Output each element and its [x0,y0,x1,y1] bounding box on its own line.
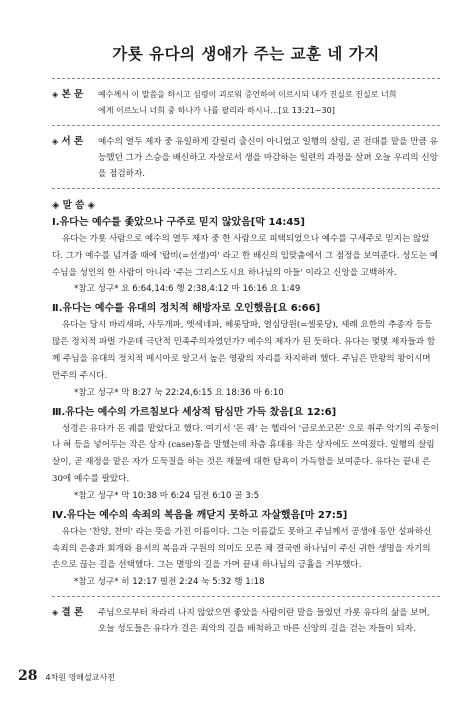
point-heading: Ⅰ.유다는 예수를 좇았으나 구주로 믿지 않았음[막 14:45] [52,217,305,228]
malsseum-label [52,197,440,211]
malsseum-label-text: 말 씀 [62,200,85,211]
diamond-icon: ◈ [52,90,59,99]
gyeolron-section [52,605,440,637]
divider [52,125,440,126]
book-series-title: 4차원 영해설교사전 [45,673,115,682]
point-body: 성경은 유다가 돈 궤를 맡았다고 했다. 여기서 '돈 궤' 는 헬라어 '글로쏘코몬' 으로 취주 악기의 주둥이나 혀 등을 넣어두는 작은 상자 (case)통을 말했는데 차츰 휴대용 작은 상자에도 쓰여졌다. 일행의 살림살이, 곧 재정을 맡은 자가 도둑질을 하는 것은 재물에 대한 탐욕이 가득함을 보여준다. 유다는 끝내 은 30에 예수를 팔았다. [52,423,439,484]
point-heading: Ⅳ.유다는 예수의 속죄의 복음을 깨닫지 못하고 자살했음[마 27:5] [52,509,348,521]
point-3 [52,404,440,504]
point-heading: Ⅱ.유다는 예수를 유대의 정치적 해방자로 오인했음[요 6:66] [52,303,321,315]
point-heading: Ⅲ.유다는 예수의 가르침보다 세상적 탐심만 가득 찼음[요 12:6] [52,406,337,418]
page-title: 가룟 유다의 생애가 주는 교훈 네 가지 [112,45,380,63]
diamond-icon: ◈ [87,200,95,211]
point-body: 유다는 '찬양, 찬미' 라는 뜻을 가진 이름이다. 그는 이름값도 못하고 주님께서 공생애 동안 설파하신 속죄의 은총과 회개와 용서의 복음과 구원의 의미도 모른 채 결국엔 하나님이 주신 귀한 생명을 자기의 손으로 끊는 길을 선택했다. 그는 멸망의 길을 가며 끝내 하나님의 긍휼을 거부했다. [52,526,432,571]
gyeolron-label [52,605,98,637]
seoron-label-text: 서 론 [61,136,84,147]
point-refs: *참고 성구* 요 6:64,14:6 행 2:38,4:12 마 16:16 요 1:49 [74,284,301,295]
point-refs: *참고 성구* 히 12:17 빌전 2:24 눅 5:32 행 1:18 [74,577,265,588]
gyeolron-label-text: 결 론 [61,607,84,619]
page-footer [18,668,115,684]
divider [52,188,440,189]
page-number: 28 [18,668,38,684]
seoron-label [52,134,98,182]
diamond-icon: ◈ [52,137,59,146]
seoron-section [52,134,440,182]
bonmun-text-line2: 에게 이르노니 너희 중 하나가 나를 팔리라 하시니…[요 13:21~30] [98,106,335,115]
diamond-icon: ◈ [52,608,59,618]
point-refs: *참고 성구* 막 10:38 마 6:24 딤전 6:10 골 3:5 [74,490,260,501]
point-2 [52,300,440,400]
seoron-text: 예수의 열두 제자 중 유일하게 갈릴리 출신이 아니었고 일행의 살림, 곧 전대를 맡을 만큼 유능했던 그가 스승을 배신하고 자살로서 생을 마감하는 일련의 과정을 살펴 오늘 우리의 신앙을 점검하자. [98,137,438,179]
point-body: 유다는 가룟 사람으로 예수의 열두 제자 중 한 사람으로 피택되었으나 예수를 구세주로 믿지는 않았다. 그가 예수를 넘겨줄 때에 '랍비(=선생)여' 라고 한 배신의 입맞춤에서 그 점정을 보여준다. 성도는 예수님을 성인의 한 사람이 아니라 '주는 그리스도시요 하나님의 아들' 이라고 신앙을 고백하자. [52,234,439,278]
bonmun-text-line1: 예수께서 이 말씀을 하시고 심령이 괴로워 증언하여 이르시되 내가 진실로 진실로 너희 [98,90,397,99]
point-body: 유다는 당시 바리새파, 사두개파, 엣세네파, 헤롯당파, 열심당원(=셀롯당), 세례 요한의 추종자 등등 많은 정치적 파벌 가운데 극단적 민족주의자였던가? 예수의 제자가 된 듯하다. 유다는 몇몇 제자들과 함께 주님을 유대의 정치적 메시아로 알고서 높은 영광의 자리를 차지하려 했다. 주님은 만왕의 왕이시며 만주의 주시다. [52,320,436,381]
bonmun-label-text: 본 문 [61,89,84,100]
bonmun-label [52,87,98,119]
diamond-icon: ◈ [52,200,60,211]
bonmun-section [52,87,440,119]
gyeolron-text: 주님으로부터 차라리 나지 않았으면 좋았을 사람이란 말을 들었던 가룟 유다의 삶을 보며, 오늘 성도들은 유다가 걸은 죄악의 길을 배척하고 바른 신앙의 길을 걷는 자들이 되자. [98,608,430,635]
divider [52,596,440,597]
point-1 [52,214,440,297]
point-4 [52,507,440,590]
divider [52,78,440,79]
point-refs: *참고 성구* 막 8:27 눅 22:24,6:15 요 18:36 마 6:10 [74,387,284,398]
